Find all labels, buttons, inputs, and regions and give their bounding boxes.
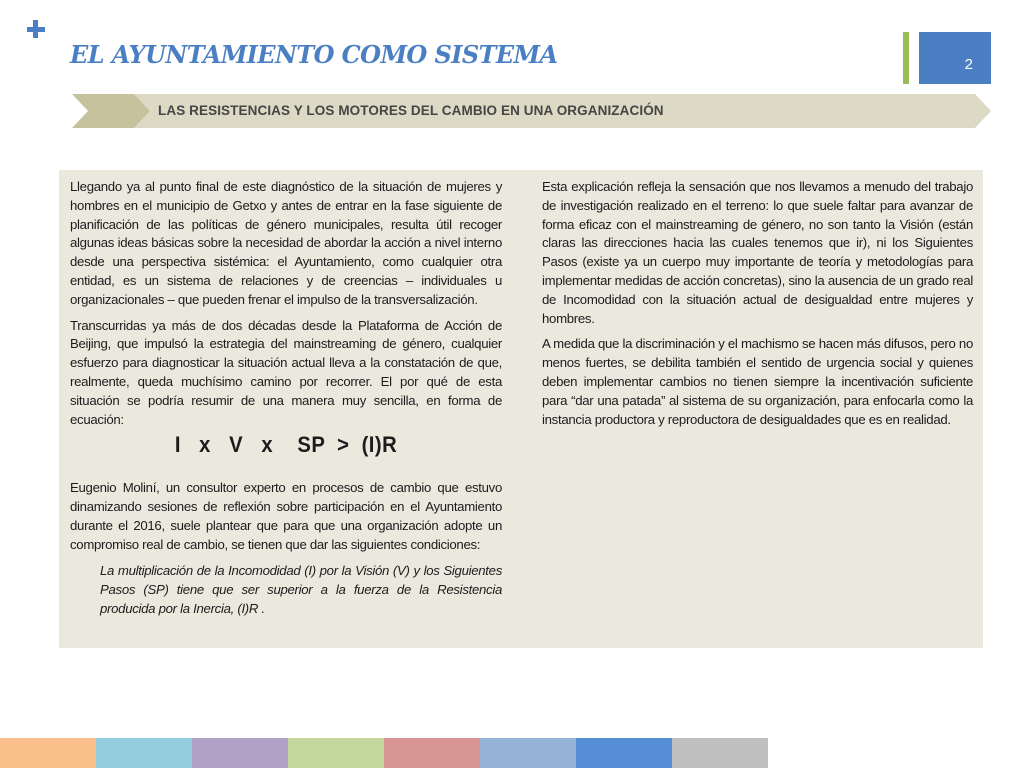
left-column bbox=[70, 178, 502, 626]
footer-color-block bbox=[480, 738, 576, 768]
accent-divider bbox=[903, 32, 909, 84]
page-number: 2 bbox=[964, 56, 973, 73]
equation: I x V x SP > (I)R bbox=[174, 432, 398, 458]
page-title: EL AYUNTAMIENTO COMO SISTEMA bbox=[70, 40, 558, 69]
footer-color-block bbox=[0, 738, 96, 768]
left-paragraph-3: Eugenio Moliní, un consultor experto en procesos de cambio que estuvo dinamizando sesiones de reflexión sobre participación en el Ayuntamiento durante el 2016, suele plantear que para que una organización adopte un compromiso real de cambio, se tienen que dar las siguientes condiciones: bbox=[70, 480, 502, 552]
footer-color-block bbox=[288, 738, 384, 768]
content-panel bbox=[59, 170, 983, 648]
left-paragraph-1: Llegando ya al punto final de este diagnóstico de la situación de mujeres y hombres en el municipio de Getxo y antes de entrar en la fase siguiente de planificación de las políticas de género municipales, resulta útil recoger algunas ideas básicas sobre la necesidad de abordar la acción a nivel interno desde una perspectiva sistémica: el Ayuntamiento, como cualquier otra entidad, es un sistema de relaciones y de creencias – individuales u organizacionales – que pueden frenar el impulso de la transversalización. bbox=[70, 179, 502, 307]
page-number-badge bbox=[919, 32, 991, 84]
banner-title: LAS RESISTENCIAS Y LOS MOTORES DEL CAMBIO EN UNA ORGANIZACIÓN bbox=[158, 103, 664, 118]
footer-color-block bbox=[576, 738, 672, 768]
footer-color-block bbox=[672, 738, 768, 768]
right-paragraph-2: A medida que la discriminación y el machismo se hacen más difusos, pero no menos fuertes, se debilita también el sentido de urgencia social y quienes deben implementar cambios no tienen siempre la incentivación suficiente para “dar una patada” al sistema de su organización, para enfocarla como la instancia productora y reproductora de desigualdades que es en realidad. bbox=[542, 336, 973, 427]
footer-color-block bbox=[384, 738, 480, 768]
condition-quote: La multiplicación de la Incomodidad (I) por la Visión (V) y los Siguientes Pasos (SP) tiene que ser superior a la fuerza de la Resistencia producida por la Inercia, (I)R . bbox=[100, 563, 502, 616]
section-banner bbox=[72, 94, 991, 128]
left-paragraph-2: Transcurridas ya más de dos décadas desde la Plataforma de Acción de Beijing, que impulsó la estrategia del mainstreaming de género, cualquier esfuerzo para diagnosticar la situación actual lleva a la constatación de que, realmente, queda muchísimo camino por recorrer. El por qué de esta situación se podría resumir de una manera muy sencilla, en forma de ecuación: bbox=[70, 317, 502, 427]
footer-color-block bbox=[192, 738, 288, 768]
footer-color-block bbox=[96, 738, 192, 768]
footer-color-strip bbox=[0, 738, 768, 768]
right-column bbox=[542, 178, 973, 436]
plus-icon bbox=[25, 18, 47, 40]
right-paragraph-1: Esta explicación refleja la sensación que nos llevamos a menudo del trabajo de investigación realizado en el terreno: lo que suele faltar para avanzar de forma eficaz con el mainstreaming de género, no son tanto la Visión (están claras las direcciones hacia las cuales tenemos que ir), ni los Siguientes Pasos (existe ya un cuerpo muy importante de teoría y metodologías para implementar medidas de acción concretas), sino la ausencia de un grado real de Incomodidad con la situación actual de desigualdad entre mujeres y hombres. bbox=[542, 179, 973, 326]
banner-arrow bbox=[72, 94, 150, 128]
